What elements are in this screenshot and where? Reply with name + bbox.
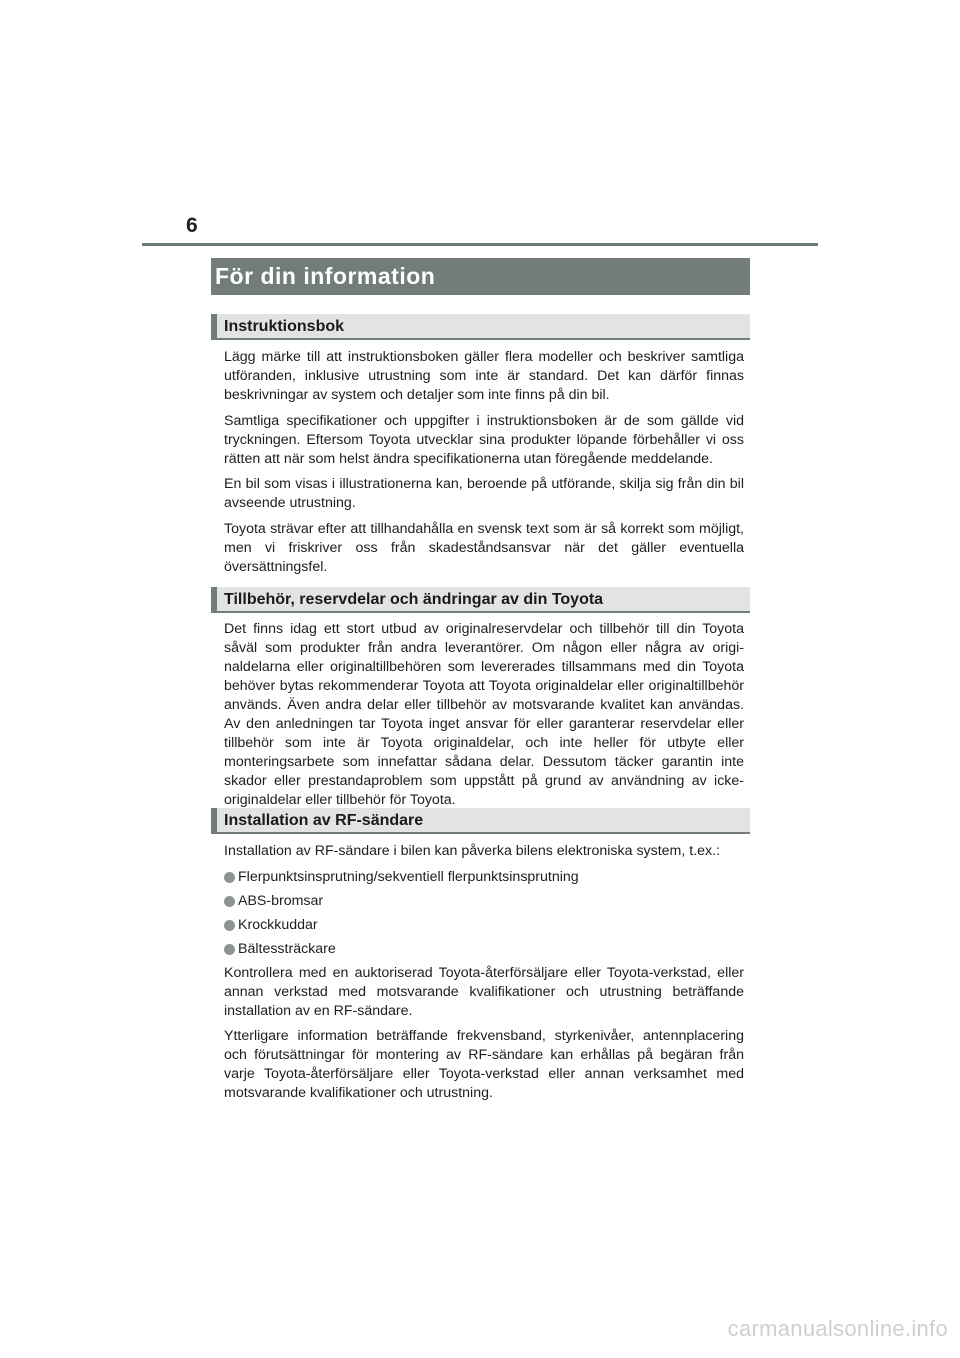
list-item xyxy=(224,916,744,935)
page-number: 6 xyxy=(186,214,198,237)
list-item-text: ABS-bromsar xyxy=(238,892,324,909)
paragraph: Toyota strävar efter att tillhandahålla en svensk text som är så korrekt som möjligt, men vi friskriver oss från skadeståndsansvar när det gäller eventuella översättningsfel. xyxy=(224,520,744,575)
list-item-text: Flerpunktsinsprutning/sekventiell flerpunktsinsprutning xyxy=(238,868,579,885)
paragraph: Samtliga specifikationer och uppgifter i instruktionsboken är de som gällde vid tryckningen. Eftersom Toyota utvecklar sina produkter löpande förbehåller vi oss rätten att när som helst ändra specifikationerna utan föregående meddelande. xyxy=(224,412,744,467)
watermark: carmanualsonline.info xyxy=(727,1316,948,1341)
section-body-instruktionsbok xyxy=(224,348,744,583)
header-rule xyxy=(142,243,818,246)
paragraph: Det finns idag ett stort utbud av originalreservdelar och tillbehör till din Toyota såväl som produkter från andra leverantörer. Om någon eller några av originaldelarna eller originaltillbehören som levererades tillsammans med din Toyota behöver bytas rekommenderar Toyota att Toyota originaldelar eller originaltillbehör används. Även andra delar eller tillbehör av motsvarande kvalitet kan användas. Av den anledningen tar Toyota inget ansvar för eller garanterar reservdelar eller tillbehör som inte är Toyota originaldelar, och inte heller för utbyte eller monteringsarbete som innefattar sådana delar. Dessutom täcker garantin inte skador eller prestandaproblem som uppstått på grund av användning av icke-originaldelar eller tillbehör för Toyota. xyxy=(224,621,744,808)
list-item xyxy=(224,868,744,887)
list-item xyxy=(224,940,744,959)
list-item-text: Krockkuddar xyxy=(238,916,318,933)
paragraph: Kontrollera med en auktoriserad Toyota-återförsäljare eller Toyota-verkstad, eller annan verkstad med motsvarande kvalifikationer och utrustning beträffande installation av en RF-sändare. xyxy=(224,964,744,1019)
list-item-text: Bältessträckare xyxy=(238,940,336,957)
section-body-rf-sandare xyxy=(224,842,744,1110)
page-title: För din information xyxy=(211,258,750,295)
paragraph: Installation av RF-sändare i bilen kan påverka bilens elektroniska system, t.ex.: xyxy=(224,843,721,859)
bullet-icon xyxy=(224,896,235,907)
paragraph: En bil som visas i illustrationerna kan, beroende på utförande, skilja sig från din bil avseende utrustning. xyxy=(224,476,744,511)
section-heading-rf-sandare: Installation av RF-sändare xyxy=(211,808,750,834)
section-heading-instruktionsbok: Instruktionsbok xyxy=(211,314,750,340)
bullet-icon xyxy=(224,920,235,931)
paragraph: Lägg märke till att instruktionsboken gäller flera modeller och beskriver samtliga utföranden, inklusive utrustning som inte är standard. Det kan därför finnas beskrivningar av system och detaljer som inte finns på din bil. xyxy=(224,349,744,403)
list-item xyxy=(224,892,744,911)
paragraph: Ytterligare information beträffande frekvensband, styrkenivåer, antennplacering och förutsättningar för montering av RF-sändare kan erhållas på begäran från varje Toyota-återförsäljare eller Toyota-verkstad eller annan verksamhet med motsvarande kvalifikationer och utrustning. xyxy=(224,1028,744,1101)
section-body-tillbehor xyxy=(224,620,744,817)
section-heading-tillbehor: Tillbehör, reservdelar och ändringar av din Toyota xyxy=(211,587,750,613)
bullet-icon xyxy=(224,872,235,883)
bullet-icon xyxy=(224,944,235,955)
